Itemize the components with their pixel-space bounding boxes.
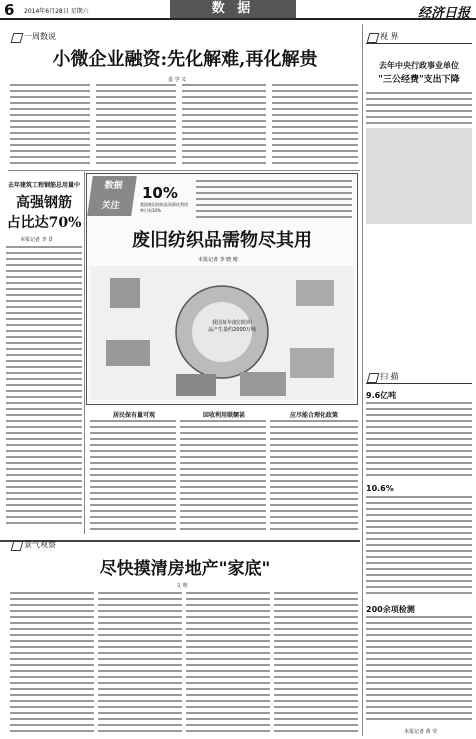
divider <box>8 170 360 171</box>
scan-item-3-text <box>366 616 472 722</box>
sub-text-a <box>90 420 176 532</box>
bottom-author: 文 明 <box>176 583 188 589</box>
bottom-text-col-3 <box>186 592 270 732</box>
data-focus-badge: 数据 关注 <box>87 176 137 216</box>
divider <box>84 172 85 534</box>
infographic-center-label: 我国每年废旧纺织 品产生量约2000万吨 <box>208 320 256 333</box>
feature-headline: 废旧纺织品需物尽其用 <box>132 230 312 251</box>
page-header <box>0 0 476 20</box>
subhead-a: 居民保有量可观 <box>112 412 155 419</box>
bottom-headline: 尽快摸清房地产"家底" <box>99 559 271 579</box>
newspaper-logo: 经济日报 <box>417 6 470 21</box>
right-intro-text <box>366 92 472 124</box>
scan-item-3-value: 200余项检测 <box>366 605 415 614</box>
sub-text-b <box>180 420 266 532</box>
inset-intro-text <box>196 180 352 220</box>
right-headline-2: "三公经费"支出下降 <box>378 75 460 85</box>
right-headline-1: 去年中央行政事业单位 <box>379 60 459 70</box>
section-label-outlook: 景气观察 <box>10 538 100 552</box>
main-headline: 小微企业融资:先化解难,再化解贵 <box>52 49 318 70</box>
bottom-text-col-2 <box>98 592 182 732</box>
section-label-view: 视 界 <box>366 30 472 44</box>
section-tab: 数 据 <box>170 0 296 18</box>
bottom-text-col-1 <box>10 592 94 732</box>
scan-item-1-text <box>366 402 472 478</box>
main-text-col-2 <box>96 84 176 168</box>
sub-text-c <box>270 420 358 532</box>
left-story-headline-1: 高强钢筋 <box>16 195 72 211</box>
expense-chart-graphic <box>366 128 472 224</box>
subhead-c: 应尽能合理化政策 <box>289 412 338 419</box>
divider <box>362 24 363 736</box>
section-label-scan: 扫 描 <box>366 370 472 384</box>
scan-item-1-value: 9.6亿吨 <box>366 391 397 400</box>
subhead-b: 回收利用联额甚 <box>202 412 245 419</box>
left-story-kicker: 去年建筑工程钢筋总用量中 <box>7 182 80 189</box>
feature-author: 本报记者 李 晓 晴 <box>198 257 238 263</box>
scan-item-2-value: 10.6% <box>366 484 394 493</box>
main-text-col-4 <box>272 84 358 168</box>
main-text-col-3 <box>182 84 266 168</box>
right-footer-author: 本报记者 黄 莹 <box>404 729 438 735</box>
big-percentage: 10% <box>142 184 178 202</box>
left-story-author: 本报记者 李 景 <box>20 237 54 243</box>
left-story-text <box>6 246 82 528</box>
page-number: 6 <box>4 1 15 19</box>
main-author: 姜 学 义 <box>168 77 187 83</box>
left-story-headline-2: 占比达70% <box>6 215 82 231</box>
percentage-caption: 我国废旧纺织品资源化利用率只有10% <box>140 202 188 213</box>
section-label-weekly: 一周数说 <box>10 30 100 44</box>
main-text-col-1 <box>10 84 90 168</box>
scan-item-2-text <box>366 496 472 598</box>
bottom-text-col-4 <box>274 592 358 732</box>
issue-date: 2014年6月28日 星期六 <box>24 8 89 15</box>
